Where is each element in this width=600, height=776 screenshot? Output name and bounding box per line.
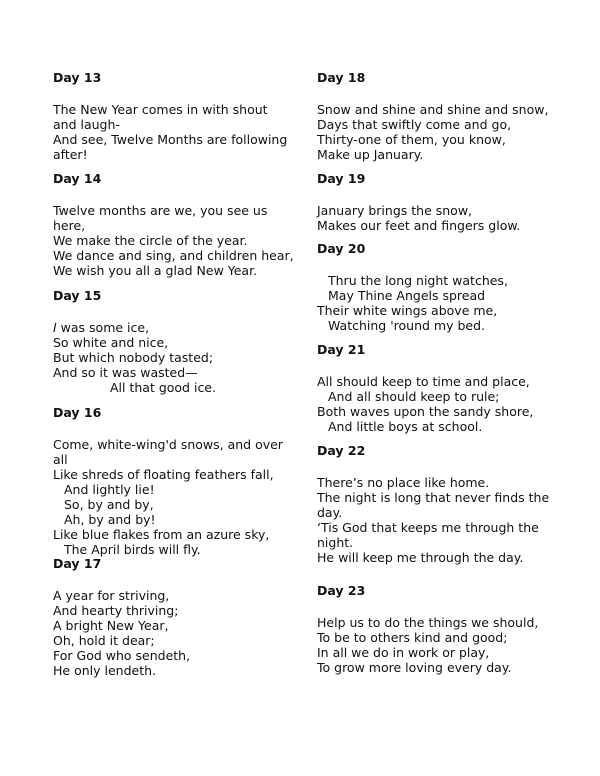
poem-line: Both waves upon the sandy shore,: [317, 404, 534, 419]
poem-line: So, by and by,: [64, 497, 154, 512]
poem-line: Their white wings above me,: [317, 303, 498, 318]
poem-day-15: [53, 288, 283, 395]
poem-line: In all we do in work or play,: [317, 645, 490, 660]
poem-day-13: [53, 70, 288, 162]
poem-line: after!: [53, 147, 88, 162]
poem-line: We wish you all a glad New Year.: [53, 263, 258, 278]
poem-line: To grow more loving every day.: [317, 660, 512, 675]
poem-line: Twelve months are we, you see us: [53, 203, 268, 218]
poem-line-rest: was some ice,: [56, 320, 150, 335]
day-heading: Day 15: [53, 288, 102, 303]
day-heading: Day 14: [53, 171, 102, 186]
poem-day-17: [53, 556, 283, 678]
poem-line: There’s no place like home.: [317, 475, 490, 490]
poem-line: Like blue flakes from an azure sky,: [53, 527, 270, 542]
poem-line: Thirty-one of them, you know,: [317, 132, 506, 147]
poem-line: Makes our feet and fingers glow.: [317, 218, 521, 233]
italic-word: I: [53, 320, 57, 335]
poem-line: May Thine Angels spread: [328, 288, 486, 303]
poem-line: A year for striving,: [53, 588, 170, 603]
poem-line: The night is long that never finds the: [317, 490, 550, 505]
poem-line: And hearty thriving;: [53, 603, 179, 618]
poem-line: The April birds will fly.: [64, 542, 201, 557]
poem-day-19: [317, 171, 557, 233]
day-heading: Day 22: [317, 443, 366, 458]
poem-line: To be to others kind and good;: [317, 630, 508, 645]
day-heading: Day 16: [53, 405, 102, 420]
day-heading: Day 20: [317, 241, 366, 256]
poem-line: day.: [317, 505, 343, 520]
poem-line: All should keep to time and place,: [317, 374, 530, 389]
poem-line: And all should keep to rule;: [328, 389, 500, 404]
poem-line: Thru the long night watches,: [328, 273, 508, 288]
poem-day-16: [53, 405, 283, 557]
poem-line: Days that swiftly come and go,: [317, 117, 512, 132]
poem-line: Oh, hold it dear;: [53, 633, 155, 648]
day-heading: Day 13: [53, 70, 102, 85]
poem-line: But which nobody tasted;: [53, 350, 214, 365]
poem-day-20: [317, 241, 557, 333]
poem-day-14: [53, 171, 294, 278]
poem-line: And lightly lie!: [64, 482, 155, 497]
poem-line: all: [53, 452, 68, 467]
poem-line: Help us to do the things we should,: [317, 615, 539, 630]
day-heading: Day 21: [317, 342, 366, 357]
poem-line: night.: [317, 535, 354, 550]
poem-line: Come, white-wing'd snows, and over: [53, 437, 283, 452]
poem-day-22: [317, 443, 557, 565]
poem-day-23: [317, 583, 557, 675]
poem-line: ‘Tis God that keeps me through the: [317, 520, 539, 535]
day-heading: Day 23: [317, 583, 366, 598]
poem-line: And see, Twelve Months are following: [53, 132, 288, 147]
day-heading: Day 19: [317, 171, 366, 186]
poem-line: Watching 'round my bed.: [328, 318, 486, 333]
poem-line: Like shreds of floating feathers fall,: [53, 467, 274, 482]
poem-line: For God who sendeth,: [53, 648, 191, 663]
poem-line: January brings the snow,: [317, 203, 473, 218]
poem-line: And little boys at school.: [328, 419, 483, 434]
poem-line: here,: [53, 218, 86, 233]
poem-day-18: [317, 70, 557, 162]
poem-line: We make the circle of the year.: [53, 233, 248, 248]
poem-line: and laugh-: [53, 117, 120, 132]
poem-line: He only lendeth.: [53, 663, 156, 678]
poem-line: [53, 320, 283, 335]
poem-line: Make up January.: [317, 147, 424, 162]
poem-line: All that good ice.: [110, 380, 216, 395]
poem-line: The New Year comes in with shout: [53, 102, 268, 117]
poem-line: Snow and shine and shine and snow,: [317, 102, 549, 117]
poem-line: We dance and sing, and children hear,: [53, 248, 294, 263]
poem-line: So white and nice,: [53, 335, 169, 350]
poem-line: Ah, by and by!: [64, 512, 156, 527]
poem-line: A bright New Year,: [53, 618, 169, 633]
day-heading: Day 18: [317, 70, 366, 85]
poem-line: And so it was wasted—: [53, 365, 198, 380]
poem-day-21: [317, 342, 557, 434]
day-heading: Day 17: [53, 556, 102, 571]
poem-line: He will keep me through the day.: [317, 550, 524, 565]
